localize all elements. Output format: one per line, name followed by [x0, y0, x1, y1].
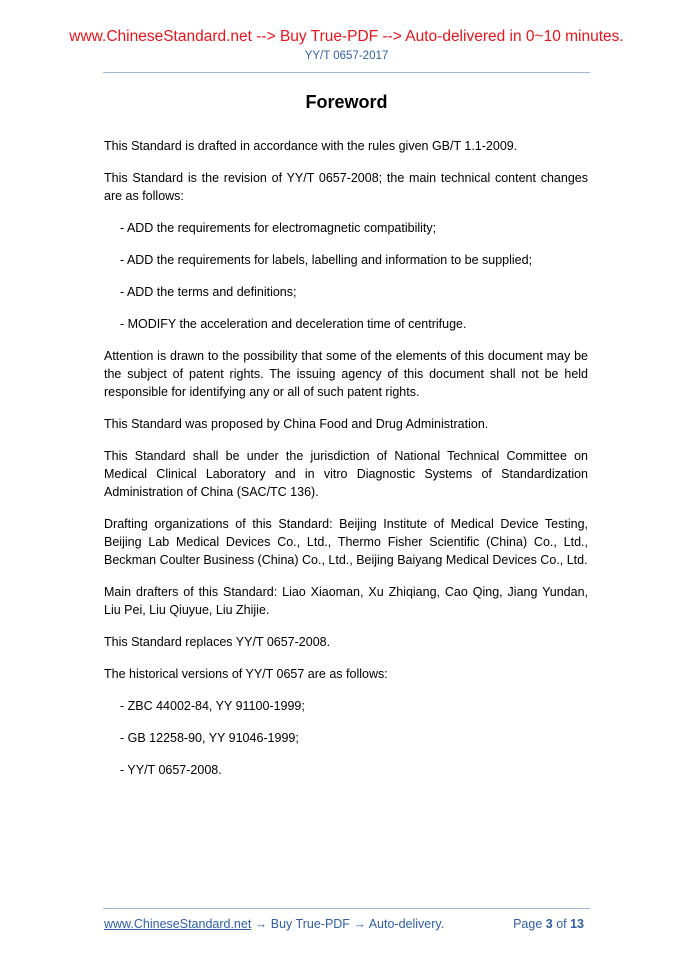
footer-promo — [104, 917, 444, 931]
page-title: Foreword — [305, 92, 388, 112]
footer-site-link[interactable]: www.ChineseStandard.net — [104, 917, 252, 931]
paragraph-replaces: This Standard replaces YY/T 0657-2008. — [104, 635, 331, 649]
list-item: - MODIFY the acceleration and deceleration time of centrifuge. — [120, 317, 467, 331]
list-item: - ZBC 44002-84, YY 91100-1999; — [120, 699, 305, 713]
list-item: - GB 12258-90, YY 91046-1999; — [120, 731, 299, 745]
paragraph-historical-versions: The historical versions of YY/T 0657 are as follows: — [104, 667, 388, 681]
paragraph-jurisdiction: This Standard shall be under the jurisdiction of National Technical Committee on Medical Clinical Laboratory and in vitro Diagnostic Systems of Standardization Administration of China (SAC/TC 136). — [104, 449, 588, 499]
total-pages: 13 — [570, 917, 584, 931]
paragraph-main-drafters: Main drafters of this Standard: Liao Xiaoman, Xu Zhiqiang, Cao Qing, Jiang Yundan, Liu Pei, Liu Qiuyue, Liu Zhijie. — [104, 585, 588, 617]
paragraph-proposed-by: This Standard was proposed by China Food and Drug Administration. — [104, 417, 489, 431]
list-item: - ADD the terms and definitions; — [120, 285, 297, 299]
paragraph-drafting-rules: This Standard is drafted in accordance with the rules given GB/T 1.1-2009. — [104, 139, 518, 153]
page-indicator: Page 3 of 13 — [513, 917, 584, 931]
document-body — [104, 137, 588, 793]
footer-promo-text: → Buy True-PDF → Auto-delivery. — [251, 917, 445, 931]
list-item: - ADD the requirements for electromagnetic compatibility; — [120, 221, 437, 235]
page-footer — [104, 917, 588, 931]
footer-divider — [103, 908, 590, 909]
paragraph-patent-notice: Attention is drawn to the possibility that some of the elements of this document may be the subject of patent rights. The issuing agency of this document shall not be held responsible for identifying any or all of such patent rights. — [104, 349, 588, 399]
standard-code: YY/T 0657-2017 — [304, 50, 389, 62]
paragraph-drafting-organizations: Drafting organizations of this Standard: Beijing Institute of Medical Device Testing, Beijing Lab Medical Devices Co., Ltd., Thermo Fisher Scientific (China) Co., Ltd., Beckman Coulter Business (China) Co., Ltd., Beijing Baiyang Medical Devices Co., Ltd. — [104, 517, 588, 567]
list-item: - YY/T 0657-2008. — [120, 763, 222, 777]
header-banner[interactable]: www.ChineseStandard.net --> Buy True-PDF --> Auto-delivered in 0~10 minutes. — [69, 28, 624, 45]
current-page: 3 — [545, 917, 553, 931]
header-divider — [103, 72, 590, 73]
list-item: - ADD the requirements for labels, labelling and information to be supplied; — [120, 253, 533, 267]
paragraph-revision: This Standard is the revision of YY/T 0657-2008; the main technical content changes are as follows: — [104, 171, 588, 203]
